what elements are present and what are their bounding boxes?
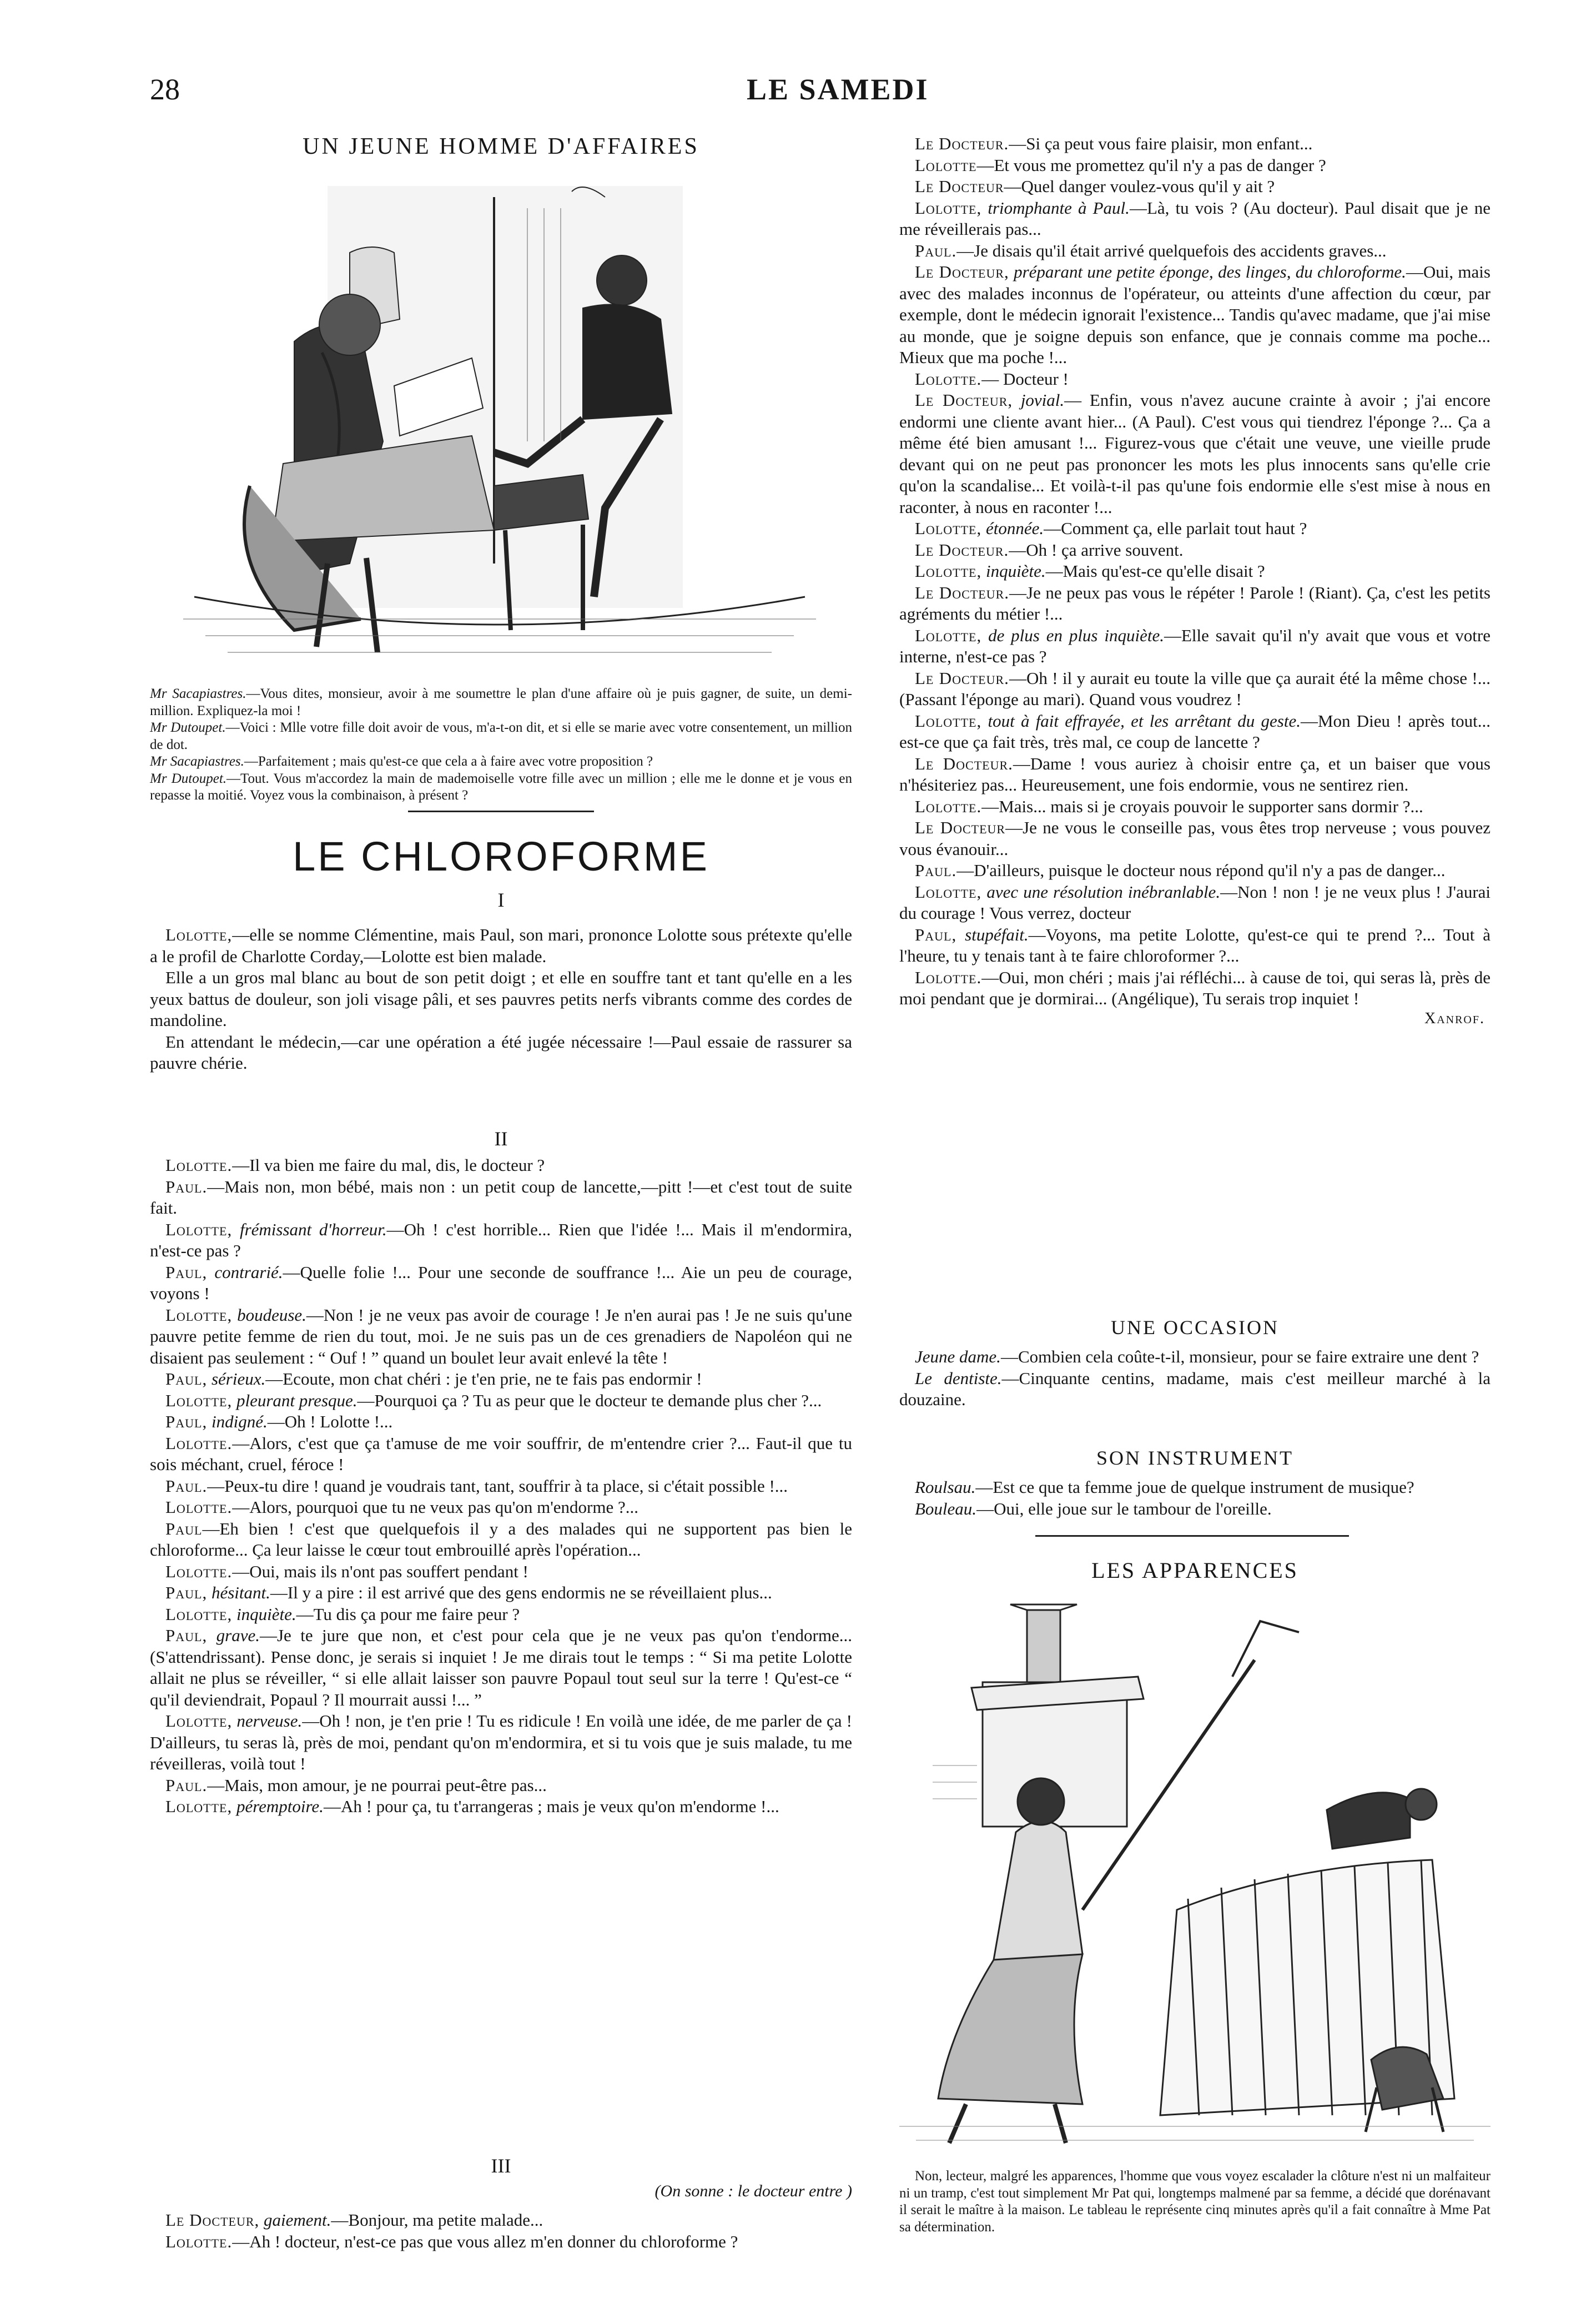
dialogue-line: Roulsau.—Est ce que ta femme joue de quelque instrument de musique?	[915, 1477, 1414, 1497]
dialogue-line: Lolotte, nerveuse.—Oh ! non, je t'en prie ! Tu es ridicule ! En voilà une idée, de me parler de ça ! D'ailleurs, tu seras là, près de moi, pendant qu'on m'endormira, et si tu vois que je suis malade, tu me réveilleras, voilà tout !	[150, 1711, 853, 1773]
dialogue-line: Lolotte, inquiète.—Tu dis ça pour me faire peur ?	[165, 1604, 520, 1624]
jeune-homme-engraving	[183, 175, 816, 663]
dialogue-line: Lolotte.—Oui, mais ils n'ont pas souffert pendant !	[165, 1561, 528, 1581]
separator-rule	[408, 811, 594, 812]
dialogue-line: Le Docteur—Je ne vous le conseille pas, vous êtes trop nerveuse ; vous pouvez vous évanouir...	[899, 818, 1491, 859]
stage-direction: (On sonne : le docteur entre )	[654, 2182, 852, 2200]
dialogue-line: Lolotte.—Il va bien me faire du mal, dis, le docteur ?	[165, 1155, 545, 1175]
apparences-title: LES APPARENCES	[1091, 1558, 1298, 1583]
dialogue-line: Le Docteur.—Oh ! ça arrive souvent.	[915, 540, 1184, 560]
occasion-title: UNE OCCASION	[1110, 1316, 1279, 1339]
caption-line: Mr Sacapiastres.—Parfaitement ; mais qu'est-ce que cela a à faire avec votre proposition ?	[150, 754, 653, 769]
dialogue-line: Lolotte, inquiète.—Mais qu'est-ce qu'elle disait ?	[915, 561, 1265, 581]
dialogue-line: Paul, indigné.—Oh ! Lolotte !...	[165, 1412, 393, 1431]
dialogue-line: Le Docteur, préparant une petite éponge, des linges, du chloroforme.—Oui, mais avec des malades inconnus de l'opérateur, ou atteints d'une affection du cœur, par exemple, dont le médecin ignorait l'existence... Tandis qu'avec madame, que j'ai mise au monde, que je soigne depuis son enfance, que je connais comme ma poche... Mieux que ma poche !...	[899, 262, 1491, 367]
dialogue-line: Paul.—D'ailleurs, puisque le docteur nous répond qu'il n'y a pas de danger...	[915, 861, 1446, 880]
dialogue-line: Le Docteur.—Dame ! vous auriez à choisir entre ça, et un baiser que vous n'hésiteriez pas... Heureusement, une fois endormie, vous ne sentirez rien.	[899, 753, 1491, 794]
paragraph: En attendant le médecin,—car une opération a été jugée nécessaire !—Paul essaie de rassurer sa pauvre chérie.	[150, 1032, 852, 1073]
dialogue-line: Le dentiste.—Cinquante centins, madame, mais c'est meilleur marché à la douzaine.	[899, 1368, 1491, 1409]
dialogue-line: Le Docteur—Quel danger voulez-vous qu'il y ait ?	[915, 177, 1275, 196]
chloroforme-part-one	[150, 924, 852, 1074]
dialogue-line: Lolotte, tout à fait effrayée, et les arrêtant du geste.—Mon Dieu ! après tout... est-ce que ça fait très, très mal, ce coup de lancette ?	[899, 711, 1491, 752]
caption-line: Mr Dutoupet.—Voici : Mlle votre fille doit avoir de vous, m'a-t-on dit, et si elle se marie avec votre consentement, un million de dot.	[150, 720, 852, 752]
dialogue-line: Le Docteur.—Oh ! il y aurait eu toute la ville que ça aurait été la même chose !... (Passant l'éponge au mari). Quand vous voudrez !	[899, 668, 1491, 709]
dialogue-line: Le Docteur, gaiement.—Bonjour, ma petite malade...	[165, 2210, 543, 2230]
dialogue-line: Paul, grave.—Je te jure que non, et c'est pour cela que je ne veux pas qu'on t'endorme... (S'attendrissant). Pense donc, je serais si inquiet ! Je me dirais tout le temps : “ Si ma petite Lolotte allait ne plus se réveiller, “ si elle allait laisser son pauvre Popaul tout seul sur la terre ! Qu'est-ce “ qu'il deviendrait, Popaul ? Il mourrait aussi !... ”	[150, 1626, 852, 1709]
part-one-numeral: I	[497, 889, 505, 911]
jeune-homme-captions	[150, 686, 852, 804]
dialogue-line: Lolotte, triomphante à Paul.—Là, tu vois ? (Au docteur). Paul disait que je ne me réveillerais pas...	[899, 198, 1491, 239]
caption-line: Mr Dutoupet.—Tout. Vous m'accordez la main de mademoiselle votre fille avec un million ; elle me le donne et je vous en repasse la moitié. Voyez vous la combinaison, à présent ?	[150, 771, 852, 803]
dialogue-line: Paul.—Je disais qu'il était arrivé quelquefois des accidents graves...	[915, 240, 1387, 260]
paragraph: Elle a un gros mal blanc au bout de son petit doigt ; et elle en souffre tant et tant qu'elle en a les yeux battus de douleur, son joli visage pâli, et ses pauvres petits nerfs vibrants comme des cordes de mandoline.	[150, 968, 852, 1030]
dialogue-line: Lolotte.— Docteur !	[915, 369, 1069, 389]
dialogue-line: Lolotte.—Oui, mon chéri ; mais j'ai réfléchi... à cause de toi, qui seras là, près de moi pendant que je dormirai... (Angélique), Tu serais trop inquiet !	[899, 967, 1491, 1008]
page-number: 28	[150, 73, 180, 106]
jeune-homme-illustration	[183, 175, 816, 663]
dialogue-line: Paul, hésitant.—Il y a pire : il est arrivé que des gens endormis ne se réveillaient plus...	[165, 1583, 772, 1602]
dialogue-line: Lolotte—Et vous me promettez qu'il n'y a pas de danger ?	[915, 155, 1326, 175]
chloroforme-title: LE CHLOROFORME	[293, 833, 709, 879]
dialogue-line: Le Docteur.—Je ne peux pas vous le répéter ! Parole ! (Riant). Ça, c'est les petits agréments du métier !...	[899, 582, 1491, 623]
part-two-numeral: II	[494, 1128, 508, 1150]
dialogue-line: Bouleau.—Oui, elle joue sur le tambour de l'oreille.	[915, 1498, 1272, 1518]
apparences-caption	[899, 2168, 1491, 2236]
caption-text: Non, lecteur, malgré les apparences, l'homme que vous voyez escalader la clôture n'est ni un malfaiteur ni un tramp, c'est tout simplement Mr Pat qui, longtemps malmené par sa femme, a décidé que dorénavant il serait le maître à la maison. Le tableau le représente cinq minutes après qu'il a fait connaître à Mme Pat sa détermination.	[899, 2169, 1491, 2235]
instrument-title: SON INSTRUMENT	[1096, 1447, 1293, 1469]
dialogue-line: Paul.—Mais, mon amour, je ne pourrai peut-être pas...	[165, 1775, 547, 1795]
separator-rule	[1035, 1535, 1349, 1537]
apparences-illustration	[899, 1599, 1491, 2154]
dialogue-line: Paul.—Peux-tu dire ! quand je voudrais tant, tant, souffrir à ta place, si c'était possible !...	[165, 1476, 788, 1496]
instrument-text	[899, 1477, 1491, 1520]
dialogue-line: Lolotte, avec une résolution inébranlable.—Non ! non ! je ne veux plus ! J'aurai du courage ! Vous verrez, docteur	[899, 882, 1491, 923]
jeune-homme-title: UN JEUNE HOMME D'AFFAIRES	[303, 134, 699, 159]
dialogue-line: Paul, sérieux.—Ecoute, mon chat chéri : je t'en prie, ne te fais pas endormir !	[165, 1369, 702, 1389]
dialogue-line: Lolotte, pleurant presque.—Pourquoi ça ? Tu as peur que le docteur te demande plus cher ?...	[165, 1390, 822, 1410]
paragraph: Lolotte,—elle se nomme Clémentine, mais Paul, son mari, prononce Lolotte sous prétexte qu'elle a le profil de Charlotte Corday,—Lolotte est bien malade.	[150, 925, 852, 966]
dialogue-line: Lolotte.—Mais... mais si je croyais pouvoir le supporter sans dormir ?...	[915, 796, 1423, 816]
chloroforme-part-two	[150, 1155, 852, 1818]
dialogue-line: Jeune dame.—Combien cela coûte-t-il, monsieur, pour se faire extraire une dent ?	[915, 1347, 1479, 1366]
dialogue-line: Le Docteur.—Si ça peut vous faire plaisir, mon enfant...	[915, 134, 1313, 153]
dialogue-line: Paul, contrarié.—Quelle folie !... Pour une seconde de souffrance !... Aie un peu de courage, voyons !	[150, 1262, 853, 1303]
dialogue-line: Lolotte.—Alors, c'est que ça t'amuse de me voir souffrir, de m'entendre crier ?... Faut-il que tu sois méchant, cruel, féroce !	[150, 1433, 852, 1474]
page-header	[0, 72, 1571, 111]
dialogue-line: Lolotte.—Alors, pourquoi que tu ne veux pas qu'on m'endorme ?...	[165, 1497, 639, 1517]
occasion-text	[899, 1346, 1491, 1411]
dialogue-line: Lolotte, frémissant d'horreur.—Oh ! c'est horrible... Rien que l'idée !... Mais il m'endormira, n'est-ce pas ?	[150, 1219, 853, 1260]
dialogue-line: Lolotte, boudeuse.—Non ! je ne veux pas avoir de courage ! Je n'en aurai pas ! Je ne suis qu'une pauvre petite femme de rien du tout, moi. Je ne suis pas un de ces grenadiers de Napoléon qui ne disaient pas seulement : “ Ouf ! ” quand un boulet leur avait enlevé la tête !	[150, 1305, 852, 1367]
caption-line: Mr Sacapiastres.—Vous dites, monsieur, avoir à me soumettre le plan d'une affaire où je puis gagner, de suite, un demi-million. Expliquez-la moi !	[150, 686, 852, 718]
dialogue-line: Lolotte, de plus en plus inquiète.—Elle savait qu'il n'y avait que vous et votre interne, n'est-ce pas ?	[899, 625, 1491, 666]
dialogue-line: Paul.—Mais non, mon bébé, mais non : un petit coup de lancette,—pitt !—et c'est tout de suite fait.	[150, 1176, 852, 1218]
part-three-numeral: III	[491, 2155, 511, 2177]
dialogue-line: Lolotte.—Ah ! docteur, n'est-ce pas que vous allez m'en donner du chloroforme ?	[165, 2231, 738, 2251]
dialogue-line: Lolotte, étonnée.—Comment ça, elle parlait tout haut ?	[915, 519, 1307, 538]
journal-title: LE SAMEDI	[747, 73, 929, 106]
apparences-engraving	[899, 1599, 1491, 2154]
chloroforme-part-three-left	[150, 2210, 852, 2252]
chloroforme-part-three-right	[899, 133, 1491, 1028]
dialogue-line: Le Docteur, jovial.— Enfin, vous n'avez aucune crainte à avoir ; j'ai encore endormi une cliente avant hier... (A Paul). C'est vous qui tiendrez l'éponge ?... Ça a même été bien amusant !... Figurez-vous que c'était une veuve, une vieille prude devant qui on ne peut pas prononcer les mots les plus innocents sans qu'elle crie qu'on la scandalise... Et voilà-t-il pas qu'une fois endormie elle s'est mise à nous en raconter, à nous en raconter !...	[899, 390, 1491, 517]
dialogue-line: Paul—Eh bien ! c'est que quelquefois il y a des malades qui ne supportent pas bien le chloroforme... Ça leur laisse le cœur tout embrouillé après l'opération...	[150, 1518, 852, 1560]
dialogue-line: Paul, stupéfait.—Voyons, ma petite Lolotte, qu'est-ce qui te prend ?... Tout à l'heure, tu y tenais tant à te faire chloroformer ?...	[899, 924, 1491, 965]
dialogue-line: Lolotte, péremptoire.—Ah ! pour ça, tu t'arrangeras ; mais je veux qu'on m'endorme !...	[165, 1797, 779, 1816]
author-signature: Xanrof.	[1424, 1009, 1485, 1027]
